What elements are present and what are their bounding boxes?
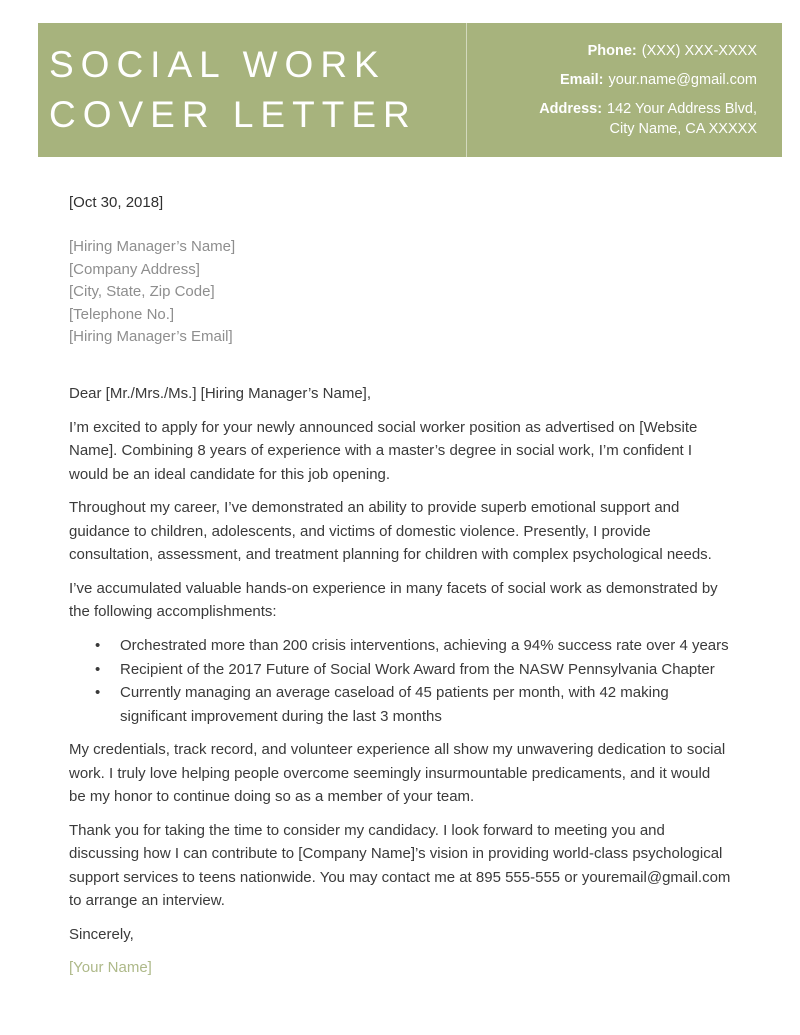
accomplishments-list: [69, 634, 731, 728]
contact-row-address: [539, 99, 757, 139]
phone-label: Phone:: [587, 43, 637, 59]
paragraph-career: Throughout my career, I’ve demonstrated an ability to provide superb emotional support and guidance to children, adolescents, and victims of domestic violence. Presently, I provide consultation, assessment, and treatment planning for children with complex psychological needs.: [69, 499, 712, 564]
phone-value: (XXX) XXX-XXXX: [641, 43, 757, 59]
paragraph-accomplishments-lead: I’ve accumulated valuable hands-on experience in many facets of social work as demonstrated by the following accomplishments:: [69, 579, 718, 621]
paragraph-intro: I’m excited to apply for your newly announced social worker position as advertised on [Website Name]. Combining 8 years of experience with a master’s degree in social work, I’m confident I would be an ideal candidate for this job opening.: [69, 418, 698, 483]
closing-line: Sincerely,: [69, 925, 134, 943]
address-value-line-1: 142 Your Address Blvd,: [607, 101, 757, 117]
paragraph-thank-you: Thank you for taking the time to consider my candidacy. I look forward to meeting you and discussing how I can contribute to [Company Name]’s vision in providing world-class psychological support services to teens nationwide. You may contact me at 895 555-555 or youremail@gmail.com to arrange an interview.: [69, 821, 731, 910]
letter-body: [69, 191, 731, 980]
recipient-company-address-line: [Company Address]: [69, 260, 200, 278]
recipient-telephone-line: [Telephone No.]: [69, 305, 175, 323]
salutation-line: Dear [Mr./Mrs./Ms.] [Hiring Manager’s Name],: [69, 384, 372, 402]
recipient-city-state-zip-line: [City, State, Zip Code]: [69, 283, 215, 301]
recipient-email-line: [Hiring Manager’s Email]: [69, 328, 233, 346]
address-value-line-2: City Name, CA XXXXX: [609, 121, 757, 137]
address-label: Address:: [539, 101, 603, 117]
paragraph-credentials: My credentials, track record, and volunteer experience all show my unwavering dedication to social work. I truly love helping people overcome seemingly insurmountable predicaments, and it would be my honor to continue doing so as a member of your team.: [69, 741, 726, 806]
recipient-name-line: [Hiring Manager’s Name]: [69, 238, 236, 255]
list-item-caseload: • Currently managing an average caseload of 45 patients per month, with 42 making significant improvement during the last 3 months: [69, 681, 731, 728]
page-title-line-1: SOCIAL WORK: [49, 44, 386, 85]
page-title-line-2: COVER LETTER: [49, 94, 417, 135]
list-item-award: • Recipient of the 2017 Future of Social Work Award from the NASW Pennsylvania Chapter: [69, 658, 731, 682]
letter-header-banner: [38, 23, 782, 157]
signature-name: [Your Name]: [69, 959, 152, 977]
list-item-crisis-interventions: • Orchestrated more than 200 crisis interventions, achieving a 94% success rate over 4 years: [69, 634, 731, 658]
header-contact-block: [467, 23, 782, 157]
contact-row-email: [560, 70, 757, 90]
recipient-block: [69, 236, 731, 349]
contact-row-phone: [588, 41, 757, 61]
email-value: your.name@gmail.com: [608, 72, 757, 88]
date-line: [Oct 30, 2018]: [69, 194, 164, 211]
email-label: Email:: [559, 72, 604, 88]
header-title-block: [38, 23, 466, 157]
